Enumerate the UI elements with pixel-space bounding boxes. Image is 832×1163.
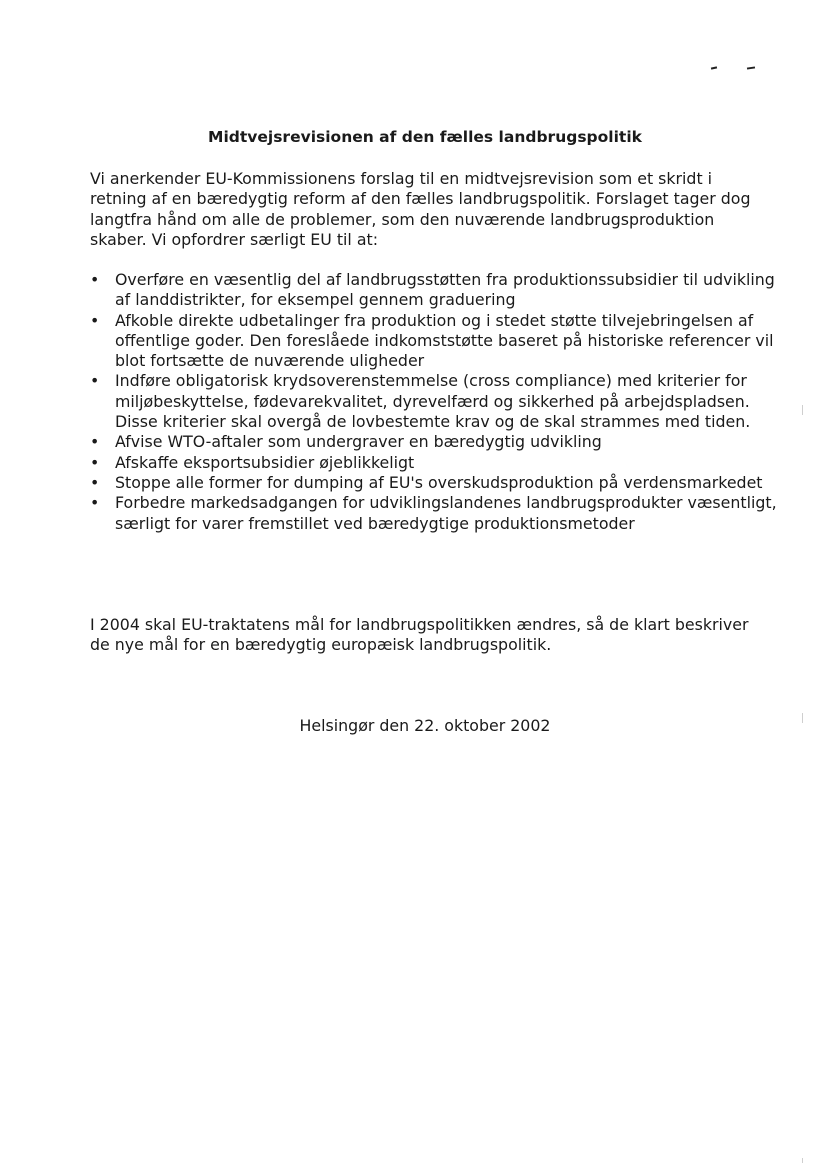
bullet-icon: • — [90, 493, 100, 513]
list-item-text: Indføre obligatorisk krydsoverenstemmelse (cross compliance) med kriterier for miljøbeskyttelse, fødevarekvalitet, dyrevelfærd og sikkerhed på arbejdspladsen. Disse kriterier skal overgå de lovbestemte krav og de skal strammes med tiden. — [115, 371, 751, 432]
bullet-icon: • — [90, 432, 100, 452]
scan-margin-mark — [802, 713, 803, 723]
intro-paragraph: Vi anerkender EU-Kommissionens forslag til en midtvejsrevision som et skridt i retning af en bæredygtig reform af den fælles landbrugspolitik. Forslaget tager dog langtfra hånd om alle de problemer, som den nuværende landbrugsproduktion skaber. Vi opfordrer særligt EU til at: — [90, 169, 751, 249]
bullet-icon: • — [90, 472, 100, 492]
bullet-icon: • — [90, 310, 100, 330]
list-item — [90, 270, 780, 311]
list-item-text: Afkoble direkte udbetalinger fra produktion og i stedet støtte tilvejebringelsen af offentlige goder. Den foreslåede indkomststøtte baseret på historiske referencer vil blot fortsætte de nuværende uligheder — [115, 310, 774, 371]
place-and-date: Helsingør den 22. oktober 2002 — [299, 716, 551, 735]
list-item — [90, 473, 780, 493]
scan-speck — [747, 66, 755, 69]
list-item — [90, 493, 780, 534]
list-item-text: Afvise WTO-aftaler som undergraver en bæredygtig udvikling — [115, 432, 602, 452]
scan-speck — [711, 66, 717, 69]
list-item-text: Overføre en væsentlig del af landbrugsstøtten fra produktionssubsidier til udvikling af landdistrikter, for eksempel gennem graduering — [115, 270, 775, 310]
list-item — [90, 311, 780, 372]
bullet-icon: • — [90, 452, 100, 472]
list-item — [90, 371, 780, 432]
list-item-text: Forbedre markedsadgangen for udviklingslandenes landbrugsprodukter væsentligt, særligt for varer fremstillet ved bæredygtige produktionsmetoder — [115, 493, 777, 533]
list-item — [90, 432, 780, 452]
bullet-icon: • — [90, 371, 100, 391]
list-item — [90, 453, 780, 473]
document-title: Midtvejsrevisionen af den fælles landbrugspolitik — [208, 128, 642, 146]
closing-paragraph: I 2004 skal EU-traktatens mål for landbrugspolitikken ændres, så de klart beskriver de nye mål for en bæredygtig europæisk landbrugspolitik. — [90, 615, 749, 655]
scan-margin-mark — [802, 405, 803, 415]
bullet-icon: • — [90, 270, 100, 289]
list-item-text: Stoppe alle former for dumping af EU's overskudsproduktion på verdensmarkedet — [115, 472, 763, 492]
list-item-text: Afskaffe eksportsubsidier øjeblikkeligt — [115, 452, 415, 472]
scan-margin-mark — [802, 1158, 803, 1163]
demands-list — [90, 270, 780, 534]
